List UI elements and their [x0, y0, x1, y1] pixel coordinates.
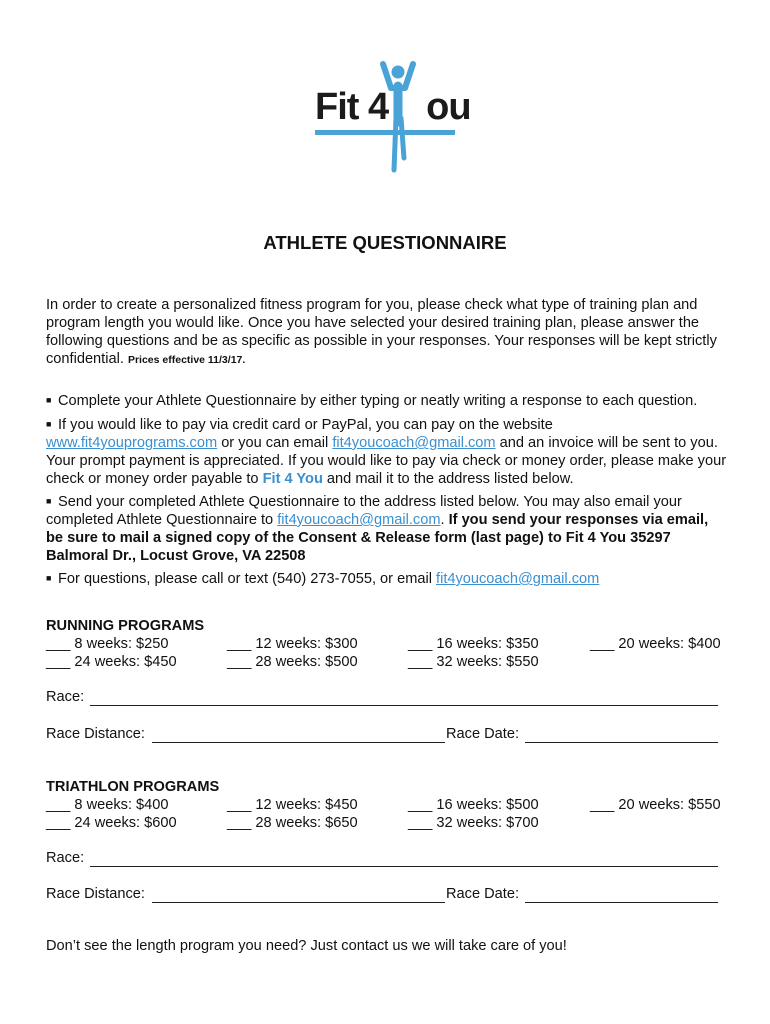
triathlon-option-20[interactable]: ___ 20 weeks: $550 [590, 797, 721, 813]
bullet-item-questions: ■ For questions, please call or text (540) 273-7055, or email fit4youcoach@gmail.com [46, 571, 600, 587]
running-date-field[interactable] [525, 742, 718, 743]
bullet-icon: ■ [46, 395, 52, 405]
bullet-icon: ■ [46, 496, 52, 506]
email-link[interactable]: fit4youcoach@gmail.com [436, 571, 600, 587]
triathlon-option-24[interactable]: ___ 24 weeks: $600 [46, 815, 177, 831]
bullet-item-payment: ■ If you would like to pay via credit card or PayPal, you can pay on the website www.fit4youprograms.com or you can email fit4youcoach@gmail.com and an invoice will be sent to you. Your prompt payment is appreciated. If you would like to pay via check or money order, please make your check or money order payable to Fit 4 You and mail it to the address listed below. [46, 417, 727, 487]
running-date-label: Race Date: [446, 726, 520, 742]
logo-text-right: ou [426, 86, 471, 128]
prices-note: Prices effective 11/3/17. [127, 354, 246, 366]
running-option-16[interactable]: ___ 16 weeks: $350 [408, 636, 539, 652]
page-title: ATHLETE QUESTIONNAIRE [263, 232, 507, 253]
triathlon-race-label: Race: [46, 850, 85, 866]
fit4you-logo [312, 58, 471, 176]
bullet-item-typing: ■ Complete your Athlete Questionnaire by either typing or neatly writing a response to each question. [46, 393, 698, 409]
running-distance-label: Race Distance: [46, 726, 145, 742]
running-option-20[interactable]: ___ 20 weeks: $400 [590, 636, 721, 652]
email-link[interactable]: fit4youcoach@gmail.com [332, 435, 496, 451]
triathlon-option-28[interactable]: ___ 28 weeks: $650 [227, 815, 358, 831]
bullet-icon: ■ [46, 573, 52, 583]
triathlon-heading: TRIATHLON PROGRAMS [46, 779, 220, 795]
triathlon-distance-field[interactable] [152, 902, 445, 903]
bullet-icon: ■ [46, 419, 52, 429]
logo-text-left: Fit 4 [315, 86, 389, 128]
intro-paragraph [46, 296, 728, 369]
email-link[interactable]: fit4youcoach@gmail.com [277, 512, 441, 528]
running-heading: RUNNING PROGRAMS [46, 618, 205, 634]
triathlon-option-12[interactable]: ___ 12 weeks: $450 [227, 797, 358, 813]
running-option-12[interactable]: ___ 12 weeks: $300 [227, 636, 358, 652]
footer-note: Don’t see the length program you need? Just contact us we will take care of you! [46, 938, 567, 954]
running-option-32[interactable]: ___ 32 weeks: $550 [408, 654, 539, 670]
triathlon-race-field[interactable] [90, 866, 718, 867]
triathlon-date-label: Race Date: [446, 886, 520, 902]
running-option-8[interactable]: ___ 8 weeks: $250 [46, 636, 169, 652]
bullet-item-send: ■ Send your completed Athlete Questionnaire to the address listed below. You may also email your completed Athlete Questionnaire to fit4youcoach@gmail.com. If you send your responses via email, be sure to mail a signed copy of the Consent & Release form (last page) to Fit 4 You 35297 Balmoral Dr., Locust Grove, VA 22508 [46, 494, 709, 564]
triathlon-option-8[interactable]: ___ 8 weeks: $400 [46, 797, 169, 813]
website-link[interactable]: www.fit4youprograms.com [46, 435, 218, 451]
running-race-label: Race: [46, 689, 85, 705]
brand-name: Fit 4 You [262, 471, 323, 487]
running-distance-field[interactable] [152, 742, 445, 743]
triathlon-distance-label: Race Distance: [46, 886, 145, 902]
triathlon-option-32[interactable]: ___ 32 weeks: $700 [408, 815, 539, 831]
running-option-28[interactable]: ___ 28 weeks: $500 [227, 654, 358, 670]
triathlon-option-16[interactable]: ___ 16 weeks: $500 [408, 797, 539, 813]
running-race-field[interactable] [90, 705, 718, 706]
intro-text: In order to create a personalized fitness program for you, please check what type of training plan and program length you would like. Once you have selected your desired training plan, please answer the following questions and be as specific as possible in your responses. Your responses will be kept strictly confidential. [46, 297, 717, 367]
triathlon-date-field[interactable] [525, 902, 718, 903]
mail-instructions: If you send your responses via email, be sure to mail a signed copy of the Consent & Release form (last page) to Fit 4 You 35297 Balmoral Dr., Locust Grove, VA 22508 [46, 512, 709, 564]
running-option-24[interactable]: ___ 24 weeks: $450 [46, 654, 177, 670]
